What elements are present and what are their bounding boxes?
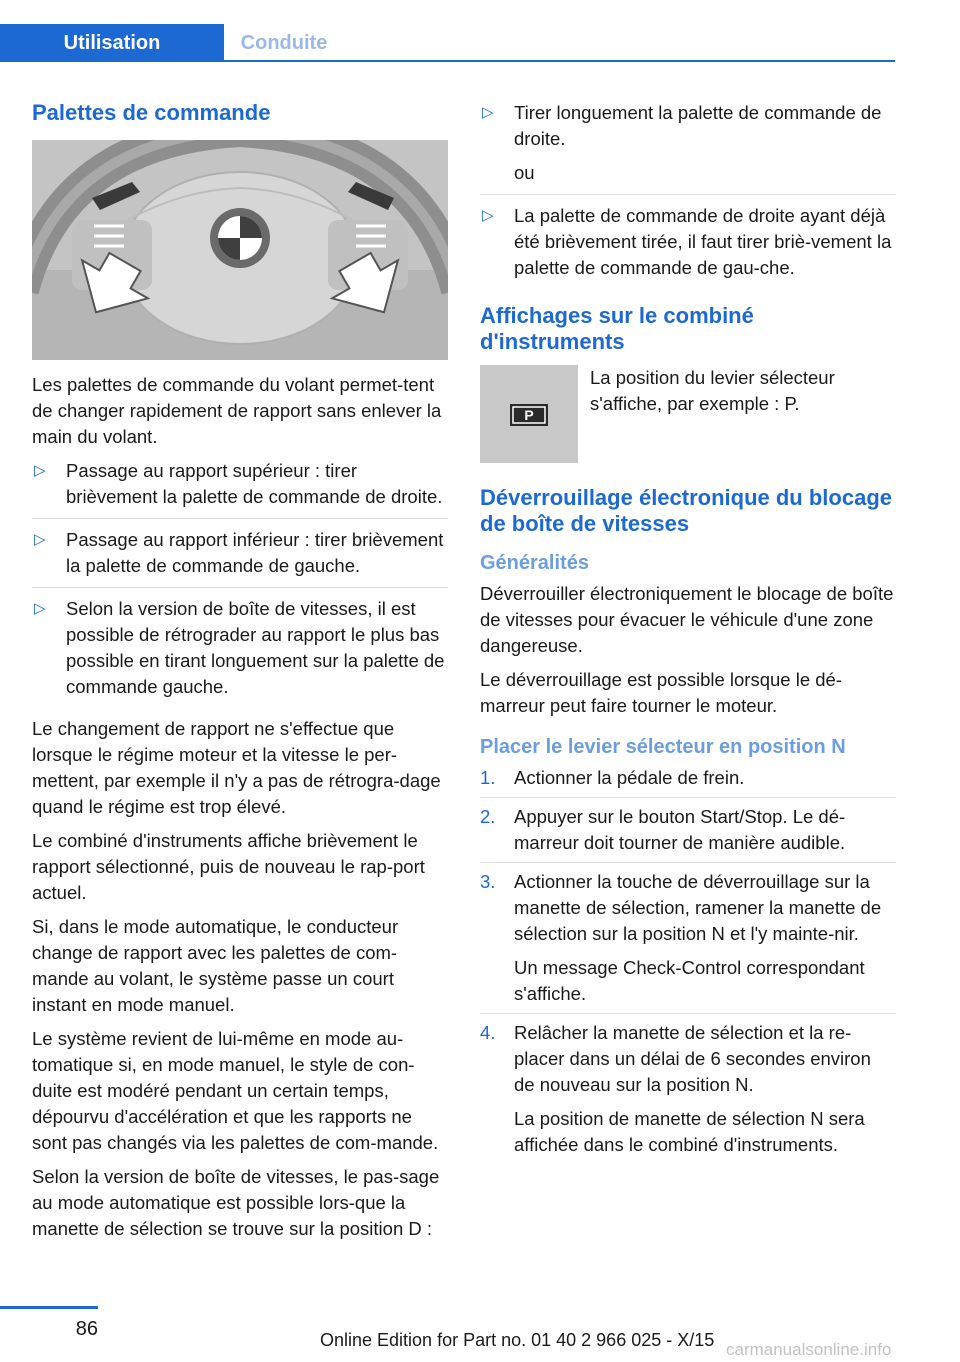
general-paragraph: Déverrouiller électroniquement le blocage de boîte de vitesses pour évacuer le véhicule d'une zone dangereuse. bbox=[480, 583, 894, 656]
gear-display-image bbox=[480, 365, 578, 463]
list-item: ▷ Tirer longuement la palette de commande de droite. ou bbox=[480, 100, 896, 195]
page-number: 86 bbox=[75, 1318, 98, 1340]
triangle-bullet-icon: ▷ bbox=[482, 207, 494, 224]
edition-footer: Online Edition for Part no. 01 40 2 966 025 - X/15 bbox=[320, 1330, 715, 1350]
right-column bbox=[480, 100, 896, 1172]
steering-wheel-illustration bbox=[32, 140, 448, 360]
body-paragraph: Le changement de rapport ne s'effectue que lorsque le régime moteur et la vitesse le per‐mettent, par exemple il n'y a pas de rétrogra‐dage quand le régime est trop élevé. bbox=[32, 718, 441, 817]
body-paragraph: Selon la version de boîte de vitesses, le pas‐sage au mode automatique est possible lors‐que la manette de sélection se trouve sur la position D : bbox=[32, 1166, 440, 1239]
body-paragraph: Le combiné d'instruments affiche brièvement le rapport sélectionné, puis de nouveau le rap‐port actuel. bbox=[32, 830, 425, 903]
section-title-affichages: Affichages sur le combiné d'instruments bbox=[480, 303, 754, 354]
list-item: 3. Actionner la touche de déverrouillage sur la manette de sélection, ramener la manette de sélection sur la position N et l'y mainte‐nir. Un message Check-Control correspondant s'affiche. bbox=[480, 869, 896, 1014]
list-item: ▷ Selon la version de boîte de vitesses, il est possible de rétrograder au rapport le plus bas possible en tirant longuement sur la palette de commande gauche. bbox=[34, 598, 445, 697]
subsection-title-generalites: Généralités bbox=[480, 552, 589, 574]
list-item: ▷ Passage au rapport supérieur : tirer brièvement la palette de commande de droite. bbox=[32, 458, 448, 519]
list-item: 1. Actionner la pédale de frein. bbox=[480, 765, 896, 798]
watermark: carmanualsonline.info bbox=[726, 1340, 892, 1359]
paddle-bullet-list bbox=[32, 458, 448, 708]
subsection-title-position-n: Placer le levier sélecteur en position N bbox=[480, 736, 846, 758]
body-paragraph: Si, dans le mode automatique, le conducteur change de rapport avec les palettes de com‐mande au volant, le système passe un court instant en mode manuel. bbox=[32, 916, 399, 1015]
automatic-mode-bullet-list bbox=[480, 100, 896, 289]
gear-display-illustration bbox=[480, 365, 578, 463]
gear-letter: P bbox=[524, 407, 534, 423]
list-item: ▷ La palette de commande de droite ayant déjà été brièvement tirée, il faut tirer briè‐vement la palette de commande de gau‐che. bbox=[482, 205, 892, 278]
display-indicator-row bbox=[480, 365, 896, 463]
tab-conduite[interactable]: Conduite bbox=[240, 31, 328, 54]
triangle-bullet-icon: ▷ bbox=[482, 104, 494, 121]
section-title-palettes: Palettes de commande bbox=[32, 100, 271, 125]
triangle-bullet-icon: ▷ bbox=[34, 600, 46, 617]
list-item: 2. Appuyer sur le bouton Start/Stop. Le dé‐marreur doit tourner de manière audible. bbox=[480, 804, 896, 863]
intro-paragraph: Les palettes de commande du volant permet‐tent de changer rapidement de rapport sans enlever la main du volant. bbox=[32, 374, 442, 447]
display-description: La position du levier sélecteur s'affiche, par exemple : P. bbox=[590, 367, 835, 414]
steering-wheel-image bbox=[32, 140, 448, 360]
triangle-bullet-icon: ▷ bbox=[34, 531, 46, 548]
body-paragraph: Le système revient de lui-même en mode au‐tomatique si, en mode manuel, le style de con‐duite est modéré pendant un certain temps, dépourvu d'accélération et que les rapports ne sont pas changés via les palettes de com‐mande. bbox=[32, 1028, 439, 1153]
footer-accent-line bbox=[0, 1306, 98, 1309]
list-item: ▷ Passage au rapport inférieur : tirer brièvement la palette de commande de gauche. bbox=[32, 527, 448, 588]
general-paragraph: Le déverrouillage est possible lorsque le dé‐marreur peut faire tourner le moteur. bbox=[480, 669, 842, 716]
position-n-steps bbox=[480, 765, 896, 1164]
bullet-extra-text: ou bbox=[514, 162, 535, 183]
left-column bbox=[32, 100, 448, 1250]
triangle-bullet-icon: ▷ bbox=[34, 462, 46, 479]
chapter-tabs bbox=[0, 24, 895, 62]
section-title-deverrouillage: Déverrouillage électronique du blocage de boîte de vitesses bbox=[480, 485, 892, 536]
list-item: 4. Relâcher la manette de sélection et la re‐placer dans un délai de 6 secondes environ de nouveau sur la position N. La position de manette de sélection N sera affichée dans le combiné d'instruments. bbox=[480, 1022, 871, 1155]
tab-utilisation[interactable]: Utilisation bbox=[0, 24, 224, 62]
